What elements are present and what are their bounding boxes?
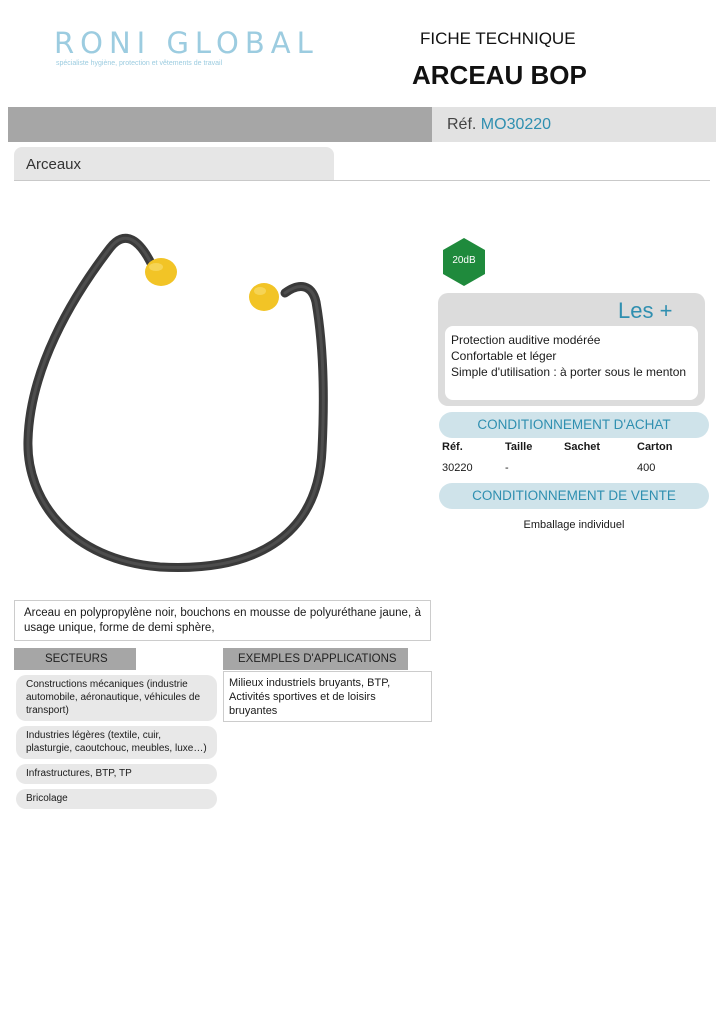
table-header-ref: Réf. (442, 441, 463, 453)
sectors-list (16, 675, 217, 814)
sector-item: Constructions mécaniques (industrie automobile, aéronautique, véhicules de transport) (16, 675, 217, 721)
reference-label: Réf. (447, 116, 477, 133)
sale-packaging-header: CONDITIONNEMENT DE VENTE (439, 483, 709, 509)
benefits-title: Les + (618, 298, 673, 323)
logo-wordmark: RONI GLOBAL (54, 26, 319, 60)
product-image (20, 230, 340, 580)
sector-item: Industries légères (textile, cuir, plasturgie, caoutchouc, meubles, luxe…) (16, 726, 217, 759)
sector-item: Infrastructures, BTP, TP (16, 764, 217, 784)
category-label: Arceaux (26, 156, 82, 173)
company-logo (54, 26, 344, 76)
category-divider (14, 180, 710, 181)
reference-bar-left (8, 107, 432, 142)
reference-value: MO30220 (480, 116, 552, 133)
table-cell-ref: 30220 (442, 462, 473, 474)
product-title: ARCEAU BOP (412, 60, 587, 90)
sectors-header: SECTEURS (14, 648, 136, 670)
benefit-item: Confortable et léger (451, 349, 557, 363)
benefits-list (445, 326, 698, 400)
applications-text: Milieux industriels bruyants, BTP, Activités sportives et de loisirs bruyantes (223, 671, 432, 722)
table-cell-size: - (505, 462, 509, 474)
benefit-item: Protection auditive modérée (451, 333, 601, 347)
table-header-bag: Sachet (564, 441, 601, 453)
attenuation-value: 20dB (452, 255, 476, 266)
product-description: Arceau en polypropylène noir, bouchons en mousse de polyuréthane jaune, à usage unique, forme de demi sphère, (14, 600, 431, 641)
logo-tagline: spécialiste hygiène, protection et vêtements de travail (56, 60, 223, 67)
sale-packaging-text: Emballage individuel (523, 519, 625, 531)
applications-header: EXEMPLES D'APPLICATIONS (223, 648, 408, 670)
benefit-item: Simple d'utilisation : à porter sous le menton (451, 365, 687, 379)
table-header-size: Taille (505, 441, 533, 453)
reference (447, 116, 551, 134)
document-type: FICHE TECHNIQUE (420, 29, 576, 48)
table-header-carton: Carton (637, 441, 673, 453)
sector-item: Bricolage (16, 789, 217, 809)
attenuation-badge (443, 238, 485, 286)
table-cell-carton: 400 (637, 462, 656, 474)
purchase-packaging-header: CONDITIONNEMENT D'ACHAT (439, 412, 709, 438)
